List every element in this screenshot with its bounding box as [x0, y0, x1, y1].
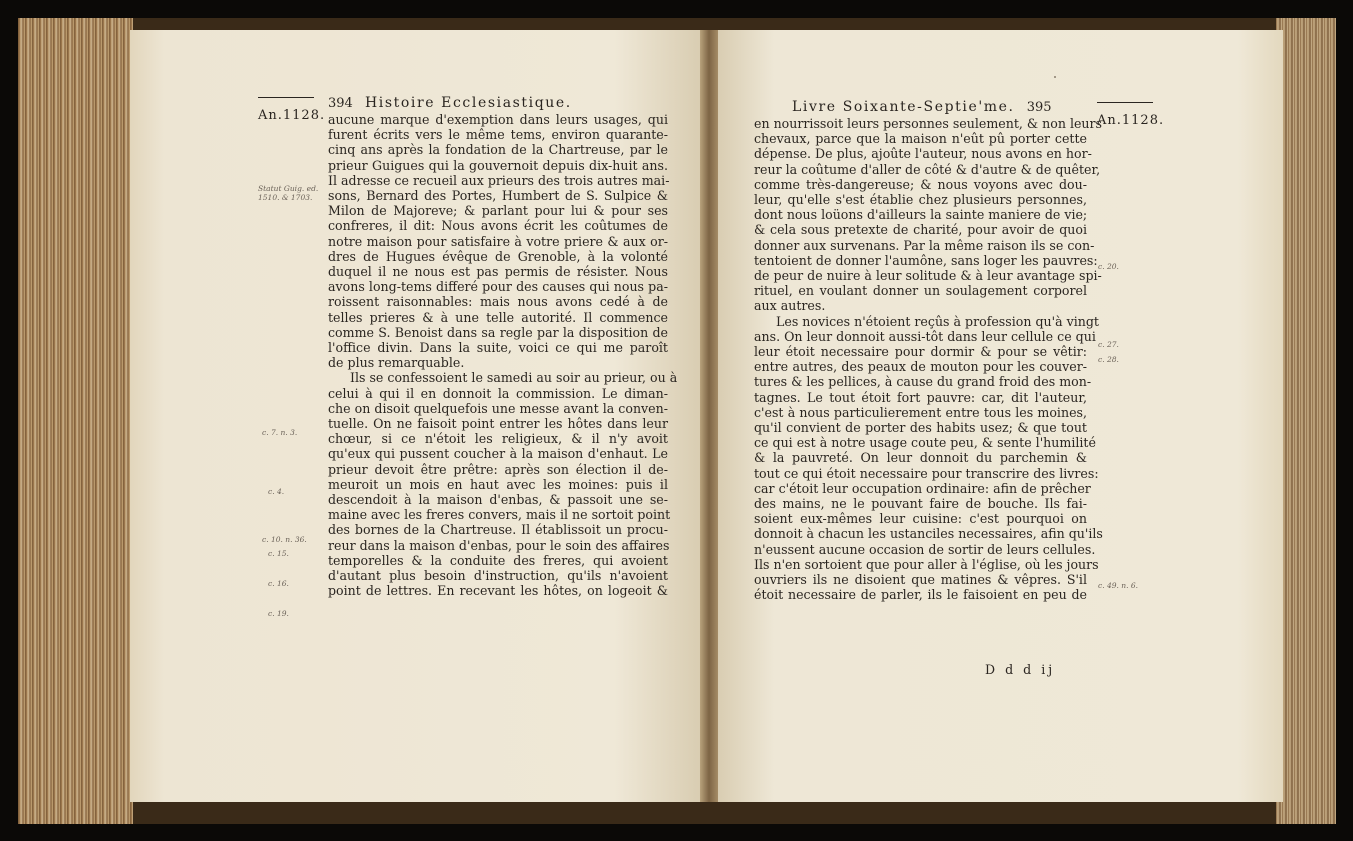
text-line: qu'eux qui pussent coucher à la maison d'enhaut. Le — [328, 446, 668, 462]
text-line: d'autant plus besoin d'instruction, qu'ils n'avoient — [328, 568, 668, 584]
text-line: tuelle. On ne faisoit point entrer les hôtes dans leur — [328, 416, 668, 432]
margin-note-right: c. 28. — [1098, 355, 1119, 364]
text-line: de plus remarquable. — [328, 355, 465, 371]
margin-note-left: c. 4. — [268, 487, 285, 496]
margin-note-right: c. 20. — [1098, 262, 1119, 271]
text-line: chœur, si ce n'étoit les religieux, & il n'y avoit — [328, 431, 668, 447]
text-line: aucune marque d'exemption dans leurs usages, qui — [328, 112, 668, 127]
text-line: rituel, en voulant donner un soulagement corporel — [754, 283, 1087, 299]
text-line: tagnes. Le tout étoit fort pauvre: car, dit l'auteur, — [754, 389, 1087, 405]
text-line: soient eux-mêmes leur cuisine: c'est pourquoi on — [754, 511, 1087, 527]
text-line: & cela sous pretexte de charité, pour avoir de quoi — [754, 222, 1087, 238]
text-line: sons, Bernard des Portes, Humbert de S. Sulpice & — [328, 188, 668, 204]
text-line: donnoit à chacun les ustanciles necessaires, afin qu'ils — [754, 526, 1103, 542]
text-line: chevaux, parce que la maison n'eût pû porter cette — [754, 131, 1087, 147]
right-page-number: 395 — [1026, 100, 1052, 115]
text-line: che on disoit quelquefois une messe avant la conven- — [328, 400, 668, 416]
text-line: maine avec les freres convers, mais il ne sortoit point — [328, 507, 671, 523]
text-line: Ils n'en sortoient que pour aller à l'église, où les jours — [754, 556, 1099, 572]
text-line: cinq ans après la fondation de la Chartreuse, par le — [328, 142, 668, 158]
text-line: avons long-tems differé pour des causes qui nous pa- — [328, 279, 668, 295]
text-line: car c'étoit leur occupation ordinaire: afin de prêcher — [754, 480, 1091, 496]
margin-note-left: c. 19. — [268, 609, 289, 618]
text-line: ouvriers ils ne disoient que matines & vêpres. S'il — [754, 572, 1087, 588]
text-line: aux autres. — [754, 298, 826, 314]
text-line: l'office divin. Dans la suite, voici ce qui me paroît — [328, 340, 668, 356]
margin-note-left: Statut Guig. ed. — [258, 184, 319, 193]
text-line: dont nous loüons d'ailleurs la sainte maniere de vie; — [754, 207, 1088, 223]
text-line: des mains, ne le pouvant faire de bouche. Ils fai- — [754, 496, 1087, 512]
left-running-head — [328, 95, 572, 111]
text-line: entre autres, des peaux de mouton pour les couver- — [754, 359, 1087, 375]
margin-note-left: c. 15. — [268, 549, 289, 558]
margin-note-left: c. 16. — [268, 579, 289, 588]
text-line: Il adresse ce recueil aux prieurs des trois autres mai- — [328, 172, 670, 188]
text-line: celui à qui il en donnoit la commission. Le diman- — [328, 385, 668, 401]
text-line: ce qui est à notre usage coute peu, & sente l'humilité — [754, 435, 1096, 451]
text-line: roissent raisonnables: mais nous avons cedé à de — [328, 294, 668, 310]
page-edges-right — [1276, 18, 1336, 824]
page-speck — [1054, 76, 1056, 78]
right-paragraph-1 — [754, 116, 1103, 314]
text-line: point de lettres. En recevant les hôtes, on logeoit & — [328, 583, 668, 599]
text-line: tures & les pellices, à cause du grand froid des mon- — [754, 374, 1092, 390]
text-line: dépense. De plus, ajoûte l'auteur, nous avons en hor- — [754, 146, 1092, 162]
text-line: Milon de Majoreve; & parlant pour lui & pour ses — [328, 203, 668, 219]
text-line: descendoit à la maison d'enbas, & passoit une se- — [328, 492, 668, 508]
page-edges-left — [18, 18, 133, 824]
margin-note-left: c. 10. n. 36. — [262, 535, 307, 544]
right-title: Livre Soixante-Septie'me. — [792, 99, 1015, 115]
text-line: comme S. Benoist dans sa regle par la disposition de — [328, 324, 668, 340]
left-paragraph-1 — [328, 112, 668, 370]
text-line: reur la coûtume d'aller de côté & d'autre & de quêter, — [754, 161, 1101, 177]
right-paragraph-2 — [754, 313, 1103, 603]
margin-note-left: 1510. & 1703. — [258, 193, 313, 202]
text-line: leur étoit necessaire pour dormir & pour se vêtir: — [754, 344, 1087, 360]
text-line: dres de Hugues évêque de Grenoble, à la volonté — [328, 248, 668, 264]
margin-note-left: c. 7. n. 3. — [262, 428, 298, 437]
margin-note-right: c. 27. — [1098, 340, 1119, 349]
book-gutter — [700, 30, 718, 802]
left-paragraph-2 — [328, 370, 678, 599]
text-line: c'est à nous particulierement entre tous les moines, — [754, 404, 1087, 420]
year-rule-left — [258, 97, 314, 98]
text-line: en nourrissoit leurs personnes seulement, & non leurs — [754, 116, 1103, 131]
text-line: notre maison pour satisfaire à votre priere & aux or- — [328, 233, 668, 249]
text-line: reur dans la maison d'enbas, pour le soin des affaires — [328, 537, 670, 553]
text-line: Les novices n'étoient reçûs à profession qu'à vingt — [776, 313, 1099, 329]
text-line: telles prieres & à une telle autorité. Il commence — [328, 309, 668, 325]
text-line: prieur devoit être prêtre: après son élection il de- — [328, 461, 668, 477]
text-line: tentoient de donner l'aumône, sans loger les pauvres: — [754, 252, 1098, 268]
text-line: Ils se confessoient le samedi au soir au prieur, ou à — [350, 370, 678, 386]
year-rule-right — [1097, 102, 1153, 103]
text-line: ans. On leur donnoit aussi-tôt dans leur cellule ce qui — [754, 328, 1096, 344]
text-line: furent écrits vers le même tems, environ quarante- — [328, 127, 668, 143]
text-line: confreres, il dit: Nous avons écrit les coûtumes de — [328, 218, 668, 234]
margin-note-right: c. 49. n. 6. — [1098, 581, 1139, 590]
text-line: de peur de nuire à leur solitude & à leur avantage spi- — [754, 268, 1102, 284]
text-line: prieur Guigues qui la gouvernoit depuis dix-huit ans. — [328, 157, 668, 173]
text-line: meuroit un mois en haut avec les moines: puis il — [328, 476, 668, 492]
left-title: Histoire Ecclesiastique. — [364, 95, 572, 111]
text-line: comme très-dangereuse; & nous voyons avec dou- — [754, 176, 1087, 192]
left-page-number: 394 — [328, 96, 353, 111]
right-text-column — [754, 116, 1103, 603]
text-line: temporelles & la conduite des freres, qui avoient — [328, 552, 668, 568]
right-running-head — [792, 99, 1052, 115]
text-line: duquel il ne nous est pas permis de résister. Nous — [328, 264, 668, 280]
text-line: & la pauvreté. On leur donnoit du parchemin & — [754, 450, 1087, 466]
text-line: étoit necessaire de parler, ils le faisoient en peu de — [754, 587, 1087, 603]
open-book — [18, 18, 1336, 824]
text-line: tout ce qui étoit necessaire pour transcrire des livres: — [754, 465, 1099, 481]
text-line: des bornes de la Chartreuse. Il établissoit un procu- — [328, 522, 668, 538]
year-marker-right: An.1128. — [1097, 113, 1165, 128]
left-text-column — [328, 112, 678, 599]
text-line: qu'il convient de porter des habits usez; & que tout — [754, 420, 1087, 436]
text-line: n'eussent aucune occasion de sortir de leurs cellules. — [754, 541, 1096, 557]
text-line: donner aux survenans. Par la même raison ils se con- — [754, 237, 1095, 253]
year-marker-left: An.1128. — [258, 108, 326, 123]
signature-mark: D d d ij — [985, 662, 1056, 677]
text-line: leur, qu'elle s'est établie chez plusieurs personnes, — [754, 192, 1087, 208]
